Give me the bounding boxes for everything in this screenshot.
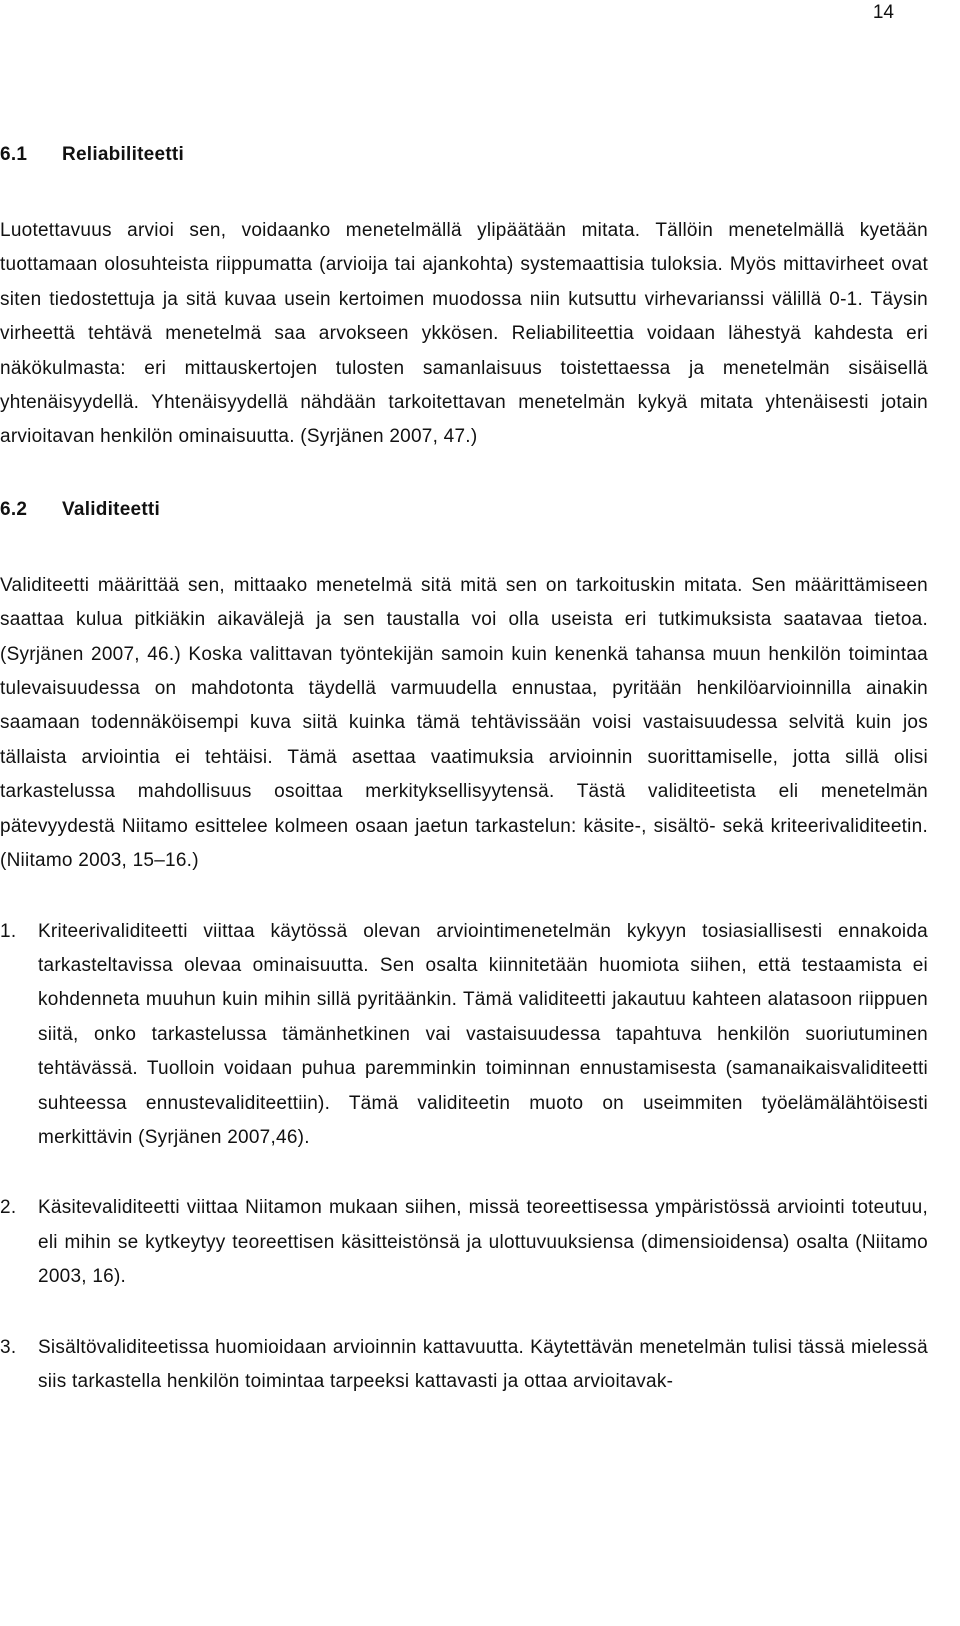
page-number: 14 [872, 2, 894, 23]
section-title: Reliabiliteetti [62, 144, 184, 165]
list-marker: 1. [0, 920, 17, 942]
paragraph-reliabiliteetti: Luotettavuus arvioi sen, voidaanko menetelmällä ylipäätään mitata. Tällöin menetelmällä kyetään tuottamaan olosuhteista riippumatta (arvioija tai ajankohta) systemaattisia tuloksia. Myös mittavirheet ovat siten tiedostettuja ja sitä kuvaa usein kertoimen muodossa niin kutsuttu virhevarianssi välillä 0-1. Täysin virheettä tehtävä menetelmä saa arvokseen ykkösen. Reliabiliteettia voidaan lähestyä kahdesta eri näkökulmasta: eri mittauskertojen tulosten samanlaisuus toistettaessa ja menetelmän sisäisellä yhtenäisyydellä. Yhtenäisyydellä nähdään tarkoitettavan menetelmän kykyä mitata yhtenäisesti jotain arvioitavan henkilön ominaisuutta. (Syrjänen 2007, 47.) [0, 220, 928, 448]
list-item-kasitevaliditeetti [0, 1191, 928, 1294]
list-item-kriteerivaliditeetti [0, 915, 928, 1156]
section-number: 6.1 [0, 144, 28, 165]
list-text: Käsitevaliditeetti viittaa Niitamon mukaan siihen, missä teoreettisessa ympäristössä arviointi toteutuu, eli mihin se kytkeytyy teoreettisen käsitteistönsä ja ulottuvuuksiensa (dimensioidensa) osalta (Niitamo 2003, 16). [38, 1197, 928, 1288]
list-item-sisaltovaliditeetti [0, 1331, 928, 1400]
section-number: 6.2 [0, 498, 28, 520]
list-text: Sisältövaliditeetissa huomioidaan arvioinnin kattavuutta. Käytettävän menetelmän tulisi tässä mielessä siis tarkastella henkilön toimintaa tarpeeksi kattavasti ja ottaa arvioitavak- [38, 1336, 928, 1392]
section-title: Validiteetti [62, 498, 161, 520]
document-body [0, 138, 928, 1399]
paragraph-validiteetti: Validiteetti määrittää sen, mittaako menetelmä sitä mitä sen on tarkoituskin mitata. Sen määrittämiseen saattaa kulua pitkiäkin aikavälejä ja sen taustalla voi olla useista eri tutkimuksista saatavaa tietoa. (Syrjänen 2007, 46.) Koska valittavan työntekijän samoin kuin kenenkä tahansa muun henkilön toimintaa tulevaisuudessa on mahdotonta täydellä varmuudella ennustaa, pyritään henkilöarvioinnilla ainakin saamaan todennäköisempi kuva siitä kuinka tämä tehtävissään voisi vastaisuudessa selvitä kuin jos tällaista arviointia ei tehtäisi. Tämä asettaa vaatimuksia arvioinnin suorittamiselle, jotta sillä olisi tarkastelussa mahdollisuus osoittaa merkityksellisyytensä. Tästä validiteetista eli menetelmän pätevyydestä Niitamo esittelee kolmeen osaan jaetun tarkastelun: käsite-, sisältö- sekä kriteerivaliditeetin. (Niitamo 2003, 15–16.) [0, 574, 928, 872]
section-heading-validiteetti [0, 493, 928, 527]
section-heading-reliabiliteetti [0, 138, 928, 172]
list-marker: 2. [0, 1197, 17, 1219]
list-text: Kriteerivaliditeetti viittaa käytössä olevan arviointimenetelmän kykyyn tosiasiallisesti ennakoida tarkasteltavissa olevaa ominaisuutta. Sen osalta kiinnitetään huomiota siihen, että testaamista ei kohdenneta muuhun kuin mihin sillä pyritäänkin. Tämä validiteetti jakautuu kahteen alatasoon riippuen siitä, onko tarkastelussa tämänhetkinen vai vastaisuudessa tapahtuva henkilön suoriutuminen tehtävässä. Tuolloin voidaan puhua paremminkin toiminnan ennustamisesta (samanaikaisvaliditeetti suhteessa ennustevaliditeettiin). Tämä validiteetin muoto on useimmiten työelämälähtöisesti merkittävin (Syrjänen 2007,46). [38, 920, 928, 1148]
list-marker: 3. [0, 1336, 17, 1358]
